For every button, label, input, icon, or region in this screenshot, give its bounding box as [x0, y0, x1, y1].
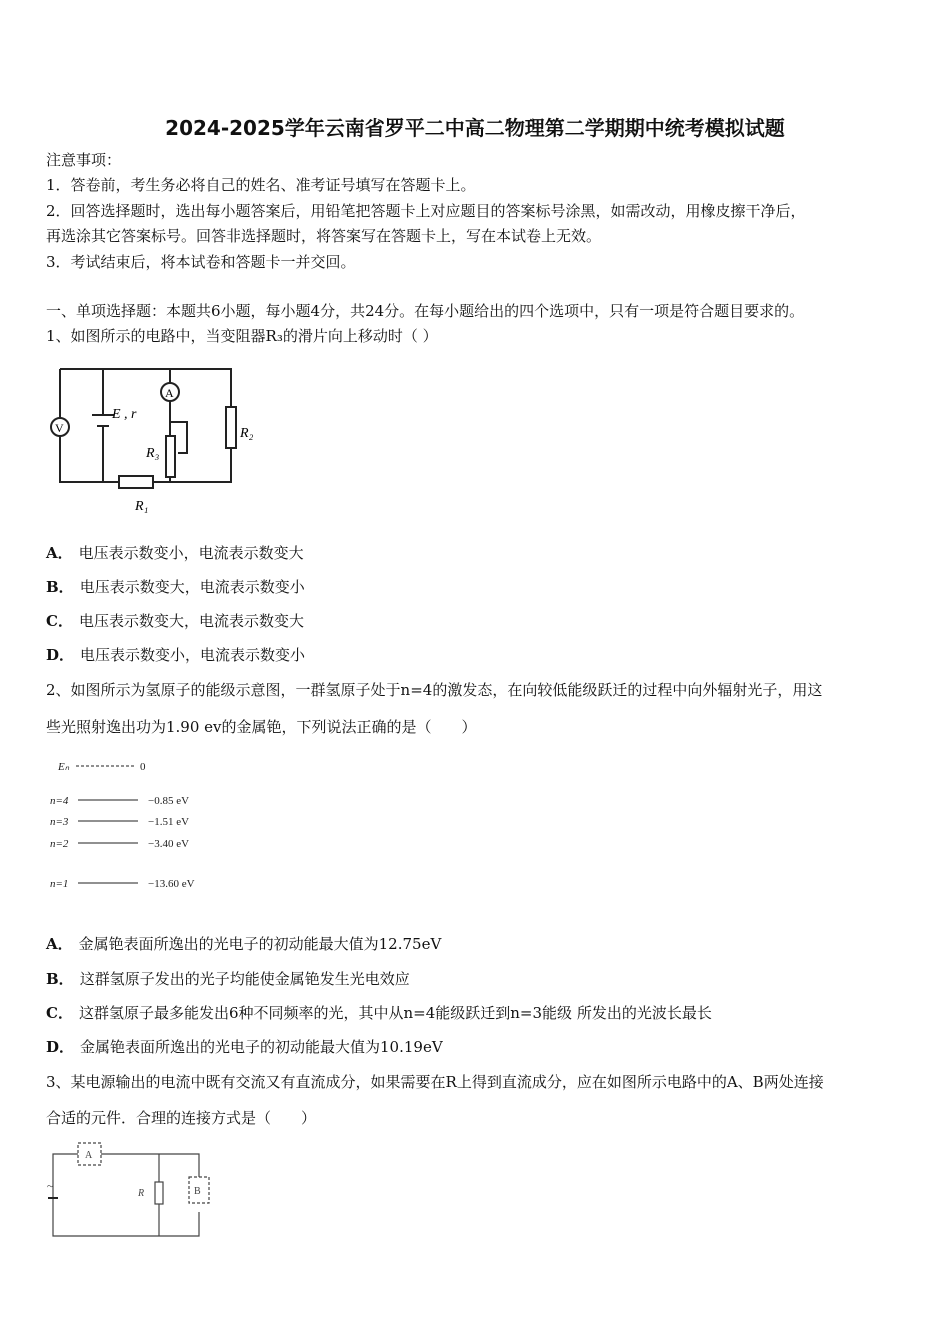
svg-text:A: A: [85, 1150, 93, 1161]
source-label: E , r: [112, 407, 137, 422]
q2-stem: 些光照射逸出功为1.90 ev的金属铯，下列说法正确的是（ ）: [46, 718, 477, 736]
q1-circuit-diagram: [40, 355, 270, 520]
svg-text:n=1: n=1: [50, 878, 69, 890]
svg-text:−3.40 eV: −3.40 eV: [148, 838, 190, 850]
q1-stem: 1、如图所示的电路中，当变阻器R₃的滑片向上移动时（ ）: [46, 327, 438, 345]
q1-option-d: D． 电压表示数变小，电流表示数变小: [46, 646, 306, 664]
level-1: [50, 878, 195, 890]
voltmeter-label: V: [55, 421, 64, 435]
level-3: [50, 816, 189, 828]
svg-text:−13.60 eV: −13.60 eV: [148, 878, 195, 890]
q2-option-a: A． 金属铯表面所逸出的光电子的初动能最大值为12.75eV: [46, 935, 442, 953]
q3-stem: 3、某电源输出的电流中既有交流又有直流成分，如果需要在R上得到直流成分，应在如图所示电路中的A、B两处连接: [46, 1073, 824, 1091]
notice-heading: 注意事项：: [46, 151, 122, 169]
q2-stem: 2、如图所示为氢原子的能级示意图，一群氢原子处于n=4的激发态，在向较低能级跃迁的过程中向外辐射光子，用这: [46, 681, 823, 699]
svg-text:n=3: n=3: [50, 816, 69, 828]
level-2: [50, 838, 189, 850]
svg-text:Eₙ: Eₙ: [58, 761, 70, 773]
q2-option-b: B． 这群氢原子发出的光子均能使金属铯发生光电效应: [46, 970, 410, 988]
energy-level-diagram: [40, 750, 220, 900]
r2-label: R₂: [240, 426, 254, 441]
q2-option-c: C． 这群氢原子最多能发出6种不同频率的光，其中从n=4能级跃迁到n=3能级 所发出的光波长最长: [46, 1004, 712, 1022]
svg-text:B: B: [194, 1186, 201, 1197]
svg-text:−0.85 eV: −0.85 eV: [148, 795, 190, 807]
svg-text:−1.51 eV: −1.51 eV: [148, 816, 190, 828]
svg-text:~: ~: [47, 1179, 54, 1193]
page-title: 2024-2025学年云南省罗平二中高二物理第二学期期中统考模拟试题: [165, 116, 785, 140]
notice-item: 2．回答选择题时，选出每小题答案后，用铅笔把答题卡上对应题目的答案标号涂黑，如需改动，用橡皮擦干净后，: [46, 202, 806, 220]
svg-text:R: R: [138, 1188, 145, 1199]
svg-text:n=4: n=4: [50, 795, 69, 807]
r3-label: R₃: [146, 446, 160, 461]
svg-text:n=2: n=2: [50, 838, 69, 850]
q3-circuit-diagram: [40, 1130, 201, 1245]
notice-item: 3．考试结束后，将本试卷和答题卡一并交回。: [46, 253, 356, 271]
q2-option-d: D． 金属铯表面所逸出的光电子的初动能最大值为10.19eV: [46, 1038, 443, 1056]
level-4: [50, 795, 189, 807]
notice-item: 1．答卷前，考生务必将自己的姓名、准考证号填写在答题卡上。: [46, 176, 476, 194]
q1-option-c: C． 电压表示数变大，电流表示数变大: [46, 612, 304, 630]
ammeter-label: A: [165, 386, 174, 400]
svg-text:0: 0: [140, 761, 146, 773]
q1-option-b: B． 电压表示数变大，电流表示数变小: [46, 578, 305, 596]
q1-option-a: A． 电压表示数变小，电流表示数变大: [46, 544, 304, 562]
r1-label: R₁: [135, 499, 149, 514]
section-heading: 一、单项选择题：本题共6小题，每小题4分，共24分。在每小题给出的四个选项中，只有一项是符合题目要求的。: [46, 302, 805, 320]
q3-stem: 合适的元件．合理的连接方式是（ ）: [46, 1109, 317, 1127]
notice-item: 再选涂其它答案标号。回答非选择题时，将答案写在答题卡上，写在本试卷上无效。: [46, 227, 602, 245]
